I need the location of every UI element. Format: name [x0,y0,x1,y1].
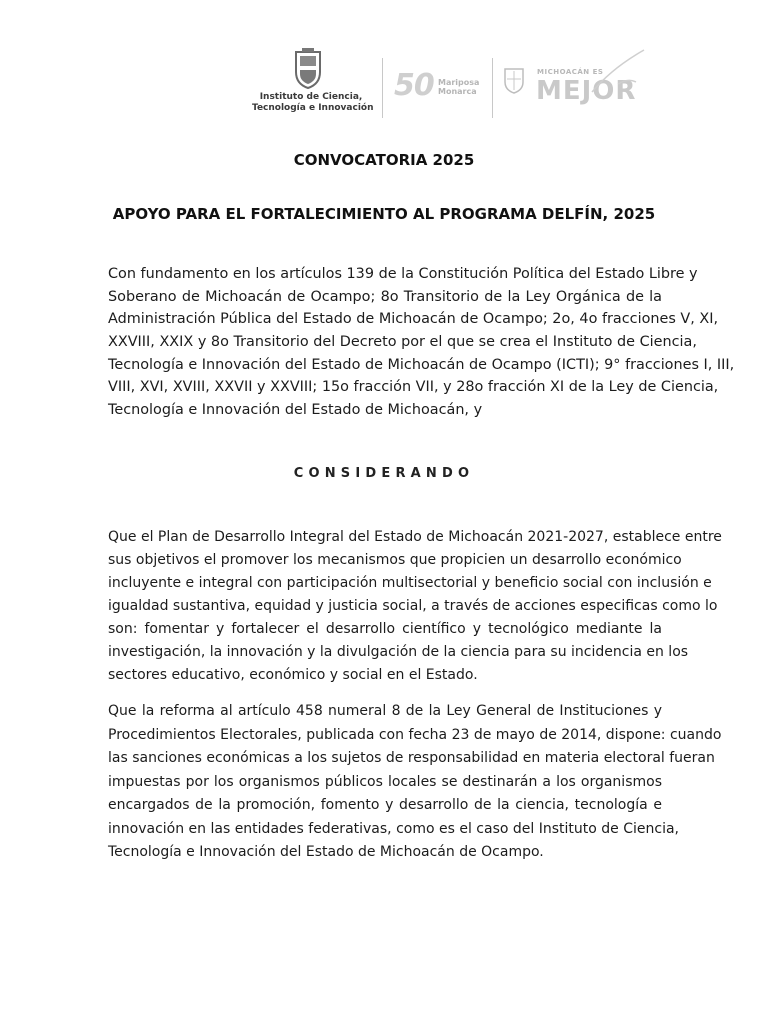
header-divider [382,58,383,118]
paragraph-line: sectores educativo, económico y social en el Estado. [108,667,478,683]
anniversary-text [438,78,479,96]
state-slogan-big: MEJOR [536,76,637,106]
paragraph-line: Soberano de Michoacán de Ocampo; 8o Transitorio de la Ley Orgánica de la [108,288,662,305]
document-header [0,0,768,130]
paragraph-line: XXVIII, XXIX y 8o Transitorio del Decreto por el que se crea el Instituto de Ciencia, [108,334,697,351]
institute-name-line2: Tecnología e Innovación [252,103,374,113]
paragraph-line: encargados de la promoción, fomento y desarrollo de la ciencia, tecnología e [108,797,662,813]
paragraph-line: Con fundamento en los artículos 139 de la Constitución Política del Estado Libre y [108,266,698,282]
paragraph-line: incluyente e integral con participación multisectorial y beneficio social con inclusión e [108,575,712,591]
anniversary-number: 50 [394,68,434,103]
icti-shield-logo [290,48,326,90]
considerando-paragraph-1 [108,526,722,687]
paragraph-line: innovación en las entidades federativas, como es el caso del Instituto de Ciencia, [108,820,679,837]
considerando-paragraph-2 [108,700,722,865]
paragraph-line: impuestas por los organismos públicos locales se destinarán a los organismos [108,773,662,790]
paragraph-line: Tecnología e Innovación del Estado de Michoacán de Ocampo (ICTI); 9° fracciones I, III, [108,356,735,373]
slogan-brush-stroke [588,48,648,94]
institute-name-line1: Instituto de Ciencia, [259,92,363,102]
institute-name [252,92,374,114]
michoacan-shield-logo [503,66,525,94]
state-slogan-small: MICHOACÁN ES [537,68,604,76]
paragraph-line: Administración Pública del Estado de Michoacán de Ocampo; 2o, 4o fracciones V, XI, [108,311,719,328]
paragraph-line: Que el Plan de Desarrollo Integral del Estado de Michoacán 2021-2027, establece entre [108,529,722,545]
anniversary-logo [394,68,490,108]
anniversary-line2: Monarca [438,87,477,96]
legal-basis-paragraph [108,263,735,422]
paragraph-line: Que la reforma al artículo 458 numeral 8 de la Ley General de Instituciones y [108,703,662,719]
header-divider [492,58,493,118]
paragraph-line: Tecnología e Innovación del Estado de Michoacán, y [108,402,483,419]
document-title: CONVOCATORIA 2025 [293,151,475,169]
section-heading-considerando: CONSIDERANDO [293,466,475,481]
paragraph-line: Tecnología e Innovación del Estado de Michoacán de Ocampo. [108,844,544,860]
paragraph-line: investigación, la innovación y la divulgación de la ciencia para su incidencia en los [108,644,689,660]
document-subtitle: APOYO PARA EL FORTALECIMIENTO AL PROGRAMA DELFÍN, 2025 [112,205,656,223]
paragraph-line: igualdad sustantiva, equidad y justicia social, a través de acciones especificas como lo [108,598,718,614]
paragraph-line: las sanciones económicas a los sujetos de responsabilidad en materia electoral fueran [108,750,715,766]
anniversary-line1: Mariposa [438,78,480,87]
paragraph-line: Procedimientos Electorales, publicada con fecha 23 de mayo de 2014, dispone: cuando [108,726,722,743]
paragraph-line: sus objetivos el promover los mecanismos que propicien un desarrollo económico [108,552,682,568]
paragraph-line: VIII, XVI, XVIII, XXVII y XXVIII; 15o fracción VII, y 28o fracción XI de la Ley de Ciencia, [108,379,719,396]
paragraph-line: son: fomentar y fortalecer el desarrollo científico y tecnológico mediante la [108,621,662,637]
